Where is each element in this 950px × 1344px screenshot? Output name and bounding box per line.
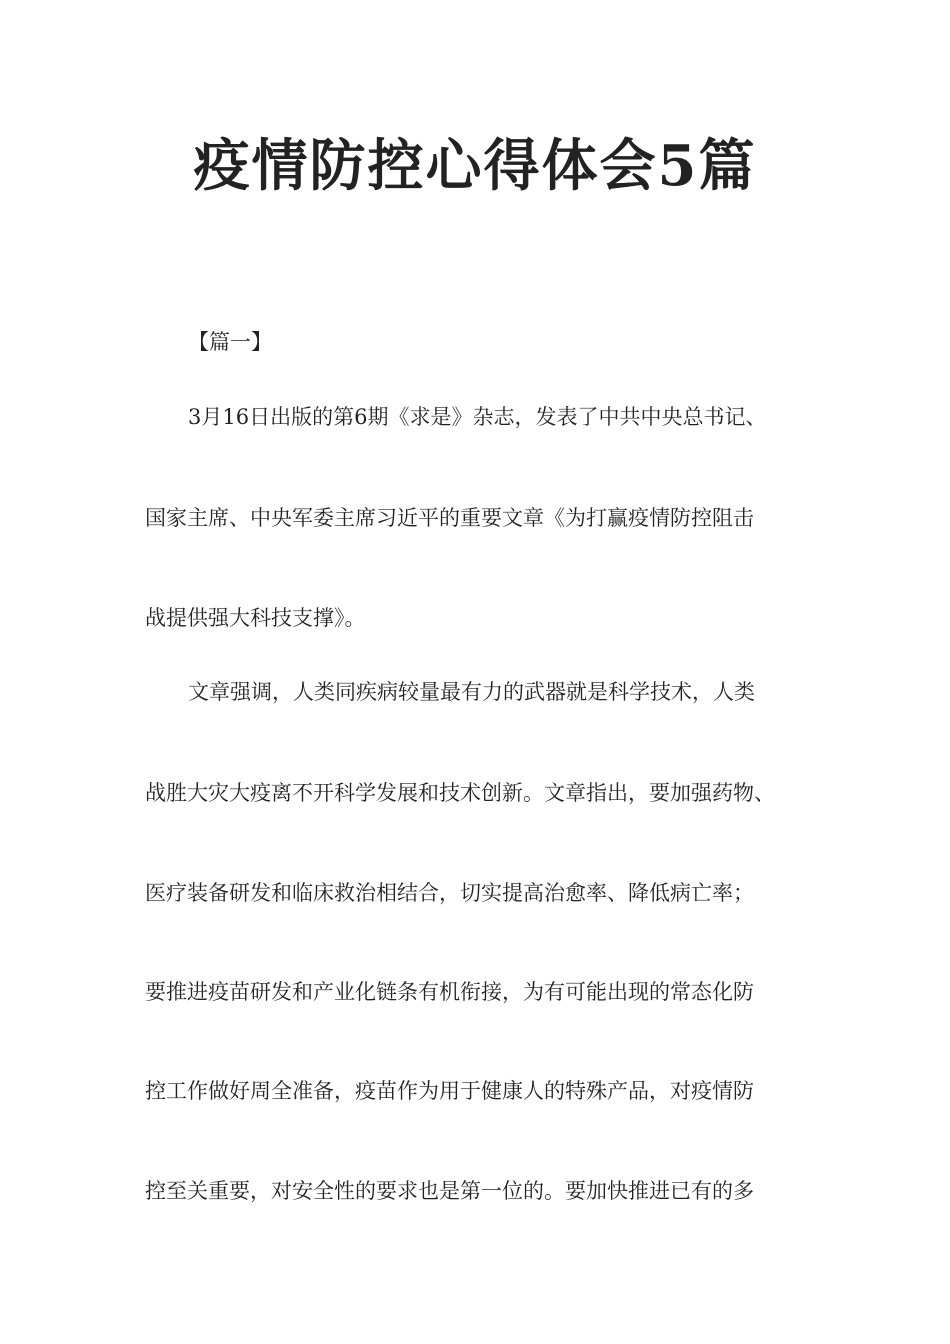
paragraph-1-line-3: 战提供强大科技支撑》。 [145,606,366,630]
paragraph-2-line-5: 控工作做好周全准备，疫苗作为用于健康人的特殊产品，对疫情防 [145,1079,754,1103]
paragraph-2-line-6: 控至关重要，对安全性的要求也是第一位的。要加快推进已有的多 [145,1179,754,1203]
paragraph-1-line-2: 国家主席、中央军委主席习近平的重要文章《为打赢疫情防控阻击 [145,506,754,530]
paragraph-2-line-1: 文章强调，人类同疾病较量最有力的武器就是科学技术，人类 [188,680,755,704]
document-title: 疫情防控心得体会5篇 [193,133,757,199]
paragraph-2-line-3: 医疗装备研发和临床救治相结合，切实提高治愈率、降低病亡率； [145,881,754,905]
paragraph-2-line-4: 要推进疫苗研发和产业化链条有机衔接，为有可能出现的常态化防 [145,980,754,1004]
paragraph-1-line-1: 3月16日出版的第6期《求是》杂志，发表了中共中央总书记、 [188,405,767,429]
section-label: 【篇一】 [188,330,272,354]
paragraph-2-line-2: 战胜大灾大疫离不开科学发展和技术创新。文章指出，要加强药物、 [145,781,775,805]
